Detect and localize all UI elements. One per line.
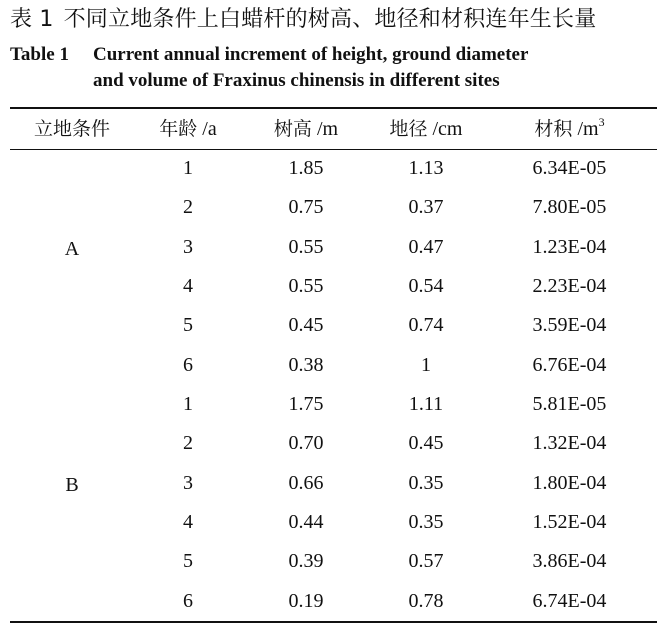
- header-height: [242, 114, 370, 144]
- table-caption-en-line2: and volume of Fraxinus chinensis in different sites: [93, 70, 500, 91]
- site-label-b: B: [65, 474, 79, 496]
- diameter-cell: 0.74: [408, 314, 444, 337]
- volume-cell: 6.76E-04: [532, 353, 607, 376]
- age-cell: 5: [183, 314, 193, 337]
- age-cell: 3: [183, 235, 193, 258]
- header-volume: [482, 114, 657, 144]
- age-cell: 6: [183, 353, 193, 376]
- age-cell: 2: [183, 196, 193, 219]
- table-bottom-rule: [10, 621, 657, 623]
- height-cell: 0.19: [288, 589, 324, 612]
- table-title-cn: [10, 6, 596, 34]
- diameter-cell: 0.45: [408, 432, 444, 455]
- age-cell: 6: [183, 589, 193, 612]
- volume-cell: 1.23E-04: [532, 235, 607, 258]
- volume-cell: 6.74E-04: [532, 589, 607, 612]
- header-diameter: [370, 114, 482, 144]
- table-caption-cn: 不同立地条件上白蜡杆的树高、地径和材积连年生长量: [63, 7, 597, 32]
- table-body: [0, 149, 663, 621]
- age-cell: 3: [183, 471, 193, 494]
- table-row: [0, 228, 663, 267]
- table-row: [0, 385, 663, 424]
- volume-cell: 1.32E-04: [532, 432, 607, 455]
- table-row: [0, 149, 663, 188]
- header-age-unit: /a: [197, 118, 217, 140]
- height-cell: 0.38: [288, 353, 324, 376]
- height-cell: 0.75: [288, 196, 324, 219]
- diameter-cell: 1.11: [408, 393, 444, 416]
- diameter-cell: 1: [421, 353, 431, 376]
- table-row: [0, 267, 663, 306]
- table-row: [0, 542, 663, 581]
- table-label-cn: 表 1: [10, 7, 54, 32]
- table-caption-en-line1: Current annual increment of height, ground diameter: [93, 44, 529, 65]
- header-age-label: 年龄: [159, 118, 198, 140]
- age-cell: 4: [183, 275, 193, 298]
- diameter-cell: 0.54: [408, 275, 444, 298]
- diameter-cell: 0.35: [408, 511, 444, 534]
- header-diameter-unit: /cm: [427, 118, 463, 140]
- header-volume-unit: /m: [572, 118, 599, 140]
- age-cell: 1: [183, 157, 193, 179]
- height-cell: 1.75: [288, 393, 324, 416]
- age-cell: 1: [183, 393, 193, 416]
- header-volume-exponent: 3: [598, 115, 605, 129]
- header-volume-label: 材积: [534, 118, 573, 140]
- table-row: [0, 424, 663, 463]
- height-cell: 0.39: [288, 550, 324, 573]
- diameter-cell: 0.37: [408, 196, 444, 219]
- header-age: [134, 114, 242, 144]
- age-cell: 2: [183, 432, 193, 455]
- table-row: [0, 582, 663, 621]
- diameter-cell: 0.57: [408, 550, 444, 573]
- volume-cell: 6.34E-05: [532, 157, 607, 179]
- header-height-unit: /m: [311, 118, 339, 140]
- age-cell: 4: [183, 511, 193, 534]
- volume-cell: 3.86E-04: [532, 550, 607, 573]
- volume-cell: 5.81E-05: [532, 393, 607, 416]
- height-cell: 0.45: [288, 314, 324, 337]
- site-label-a: A: [64, 238, 80, 260]
- diameter-cell: 0.47: [408, 235, 444, 258]
- age-cell: 5: [183, 550, 193, 573]
- volume-cell: 3.59E-04: [532, 314, 607, 337]
- header-site: [10, 114, 134, 144]
- height-cell: 0.55: [288, 275, 324, 298]
- volume-cell: 7.80E-05: [532, 196, 607, 219]
- header-diameter-label: 地径: [389, 118, 428, 140]
- volume-cell: 1.52E-04: [532, 511, 607, 534]
- height-cell: 1.85: [288, 157, 324, 179]
- table-row: [0, 188, 663, 227]
- table-top-rule: [10, 107, 657, 109]
- height-cell: 0.66: [288, 471, 324, 494]
- header-site-label: 立地条件: [33, 118, 110, 140]
- table-row: [0, 503, 663, 542]
- table-row: [0, 464, 663, 503]
- volume-cell: 1.80E-04: [532, 471, 607, 494]
- diameter-cell: 1.13: [408, 157, 444, 179]
- table-label-en: Table 1: [10, 44, 69, 65]
- height-cell: 0.70: [288, 432, 324, 455]
- header-height-label: 树高: [273, 118, 312, 140]
- table-row: [0, 306, 663, 345]
- height-cell: 0.44: [288, 511, 324, 534]
- table-row: [0, 346, 663, 385]
- volume-cell: 2.23E-04: [532, 275, 607, 298]
- diameter-cell: 0.35: [408, 471, 444, 494]
- table-title-en: [10, 42, 528, 94]
- height-cell: 0.55: [288, 235, 324, 258]
- diameter-cell: 0.78: [408, 589, 444, 612]
